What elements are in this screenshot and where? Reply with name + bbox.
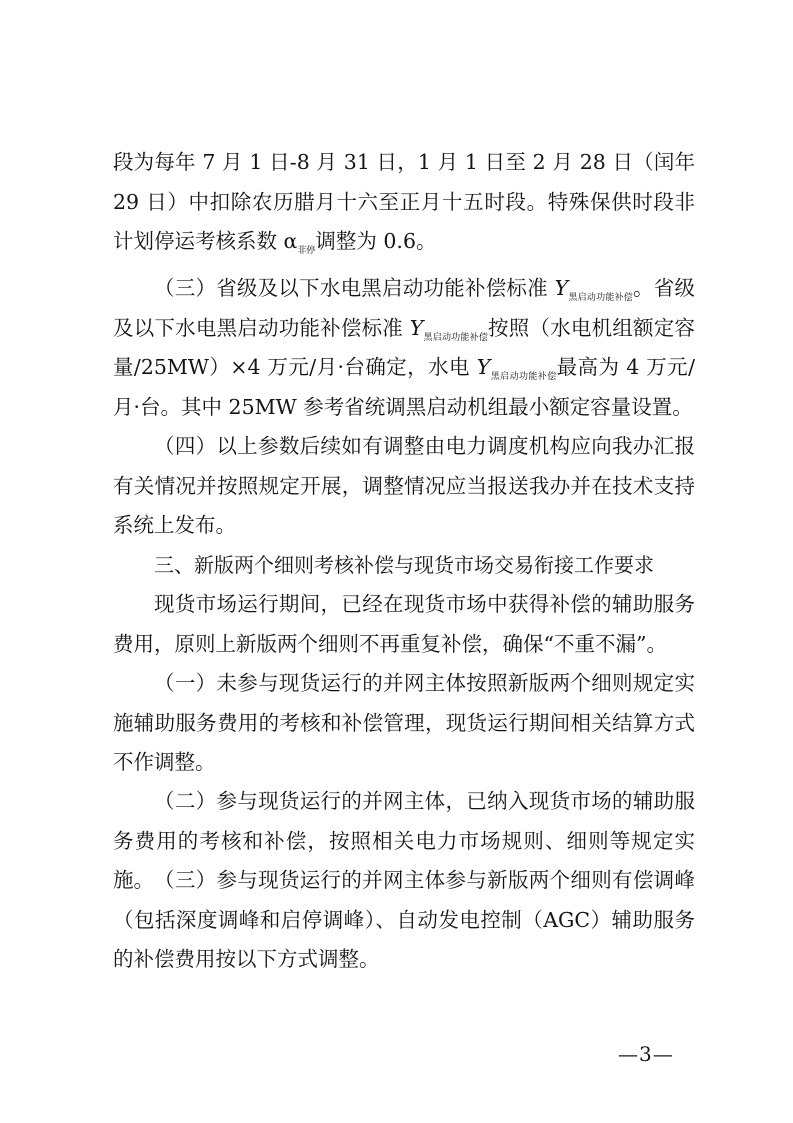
paragraph-item-two: （二）参与现货运行的并网主体，已纳入现货市场的辅助服务费用的考核和补偿，按照相关电力市场规则、细则等规定实施。 — [113, 789, 695, 893]
subscript-label: 黑启动功能补偿 — [423, 332, 489, 343]
subscript-label: 非停 — [297, 246, 316, 257]
paragraph-text: 。省级及以下水电黑启动功能补偿标准 — [113, 276, 696, 340]
subscript-label: 黑启动功能补偿 — [568, 293, 634, 304]
paragraph-text: 段为每年 7 月 1 日-8 月 31 日，1 月 1 日至 2 月 28 日（闰年 29 日）中扣除农历腊月十六至正月十五时段。特殊保供时段非计划停运考核系数 α — [113, 150, 695, 254]
paragraph-text: 调整为 0.6。 — [315, 229, 437, 254]
paragraph-black-start-compensation — [113, 269, 695, 427]
paragraph-item-three: （三）参与现货运行的并网主体参与新版两个细则有偿调峰（包括深度调峰和启停调峰）、自动发电控制（AGC）辅助服务的补偿费用按以下方式调整。 — [113, 868, 695, 972]
page-number: —3— — [618, 1042, 674, 1066]
subscript-label: 黑启动功能补偿 — [490, 372, 557, 383]
paragraph-text: 最高为 4 万元/月·台。其中 25MW 参考省统调黑启动机组最小额定容量设置。 — [113, 355, 695, 419]
variable-y: Y — [476, 355, 491, 380]
paragraph-text: 按照（水电机组额定容量/25MW）×4 万元/月·台确定，水电 — [113, 315, 695, 380]
variable-y: Y — [409, 315, 424, 340]
variable-y: Y — [554, 276, 569, 300]
paragraph-period-definition — [113, 143, 695, 262]
section-heading: 三、新版两个细则考核补偿与现货市场交易衔接工作要求 — [154, 553, 654, 577]
paragraph-text: （三）省级及以下水电黑启动功能补偿标准 — [154, 276, 555, 300]
paragraph-spot-market-intro: 现货市场运行期间，已经在现货市场中获得补偿的辅助服务费用，原则上新版两个细则不再重复补偿，确保“不重不漏”。 — [113, 592, 695, 656]
paragraph-parameter-adjustment: （四）以上参数后续如有调整由电力调度机构应向我办汇报有关情况并按照规定开展，调整情况应当报送我办并在技术支持系统上发布。 — [113, 434, 695, 538]
paragraph-item-one: （一）未参与现货运行的并网主体按照新版两个细则规定实施辅助服务费用的考核和补偿管理，现货运行期间相关结算方式不作调整。 — [113, 671, 695, 775]
